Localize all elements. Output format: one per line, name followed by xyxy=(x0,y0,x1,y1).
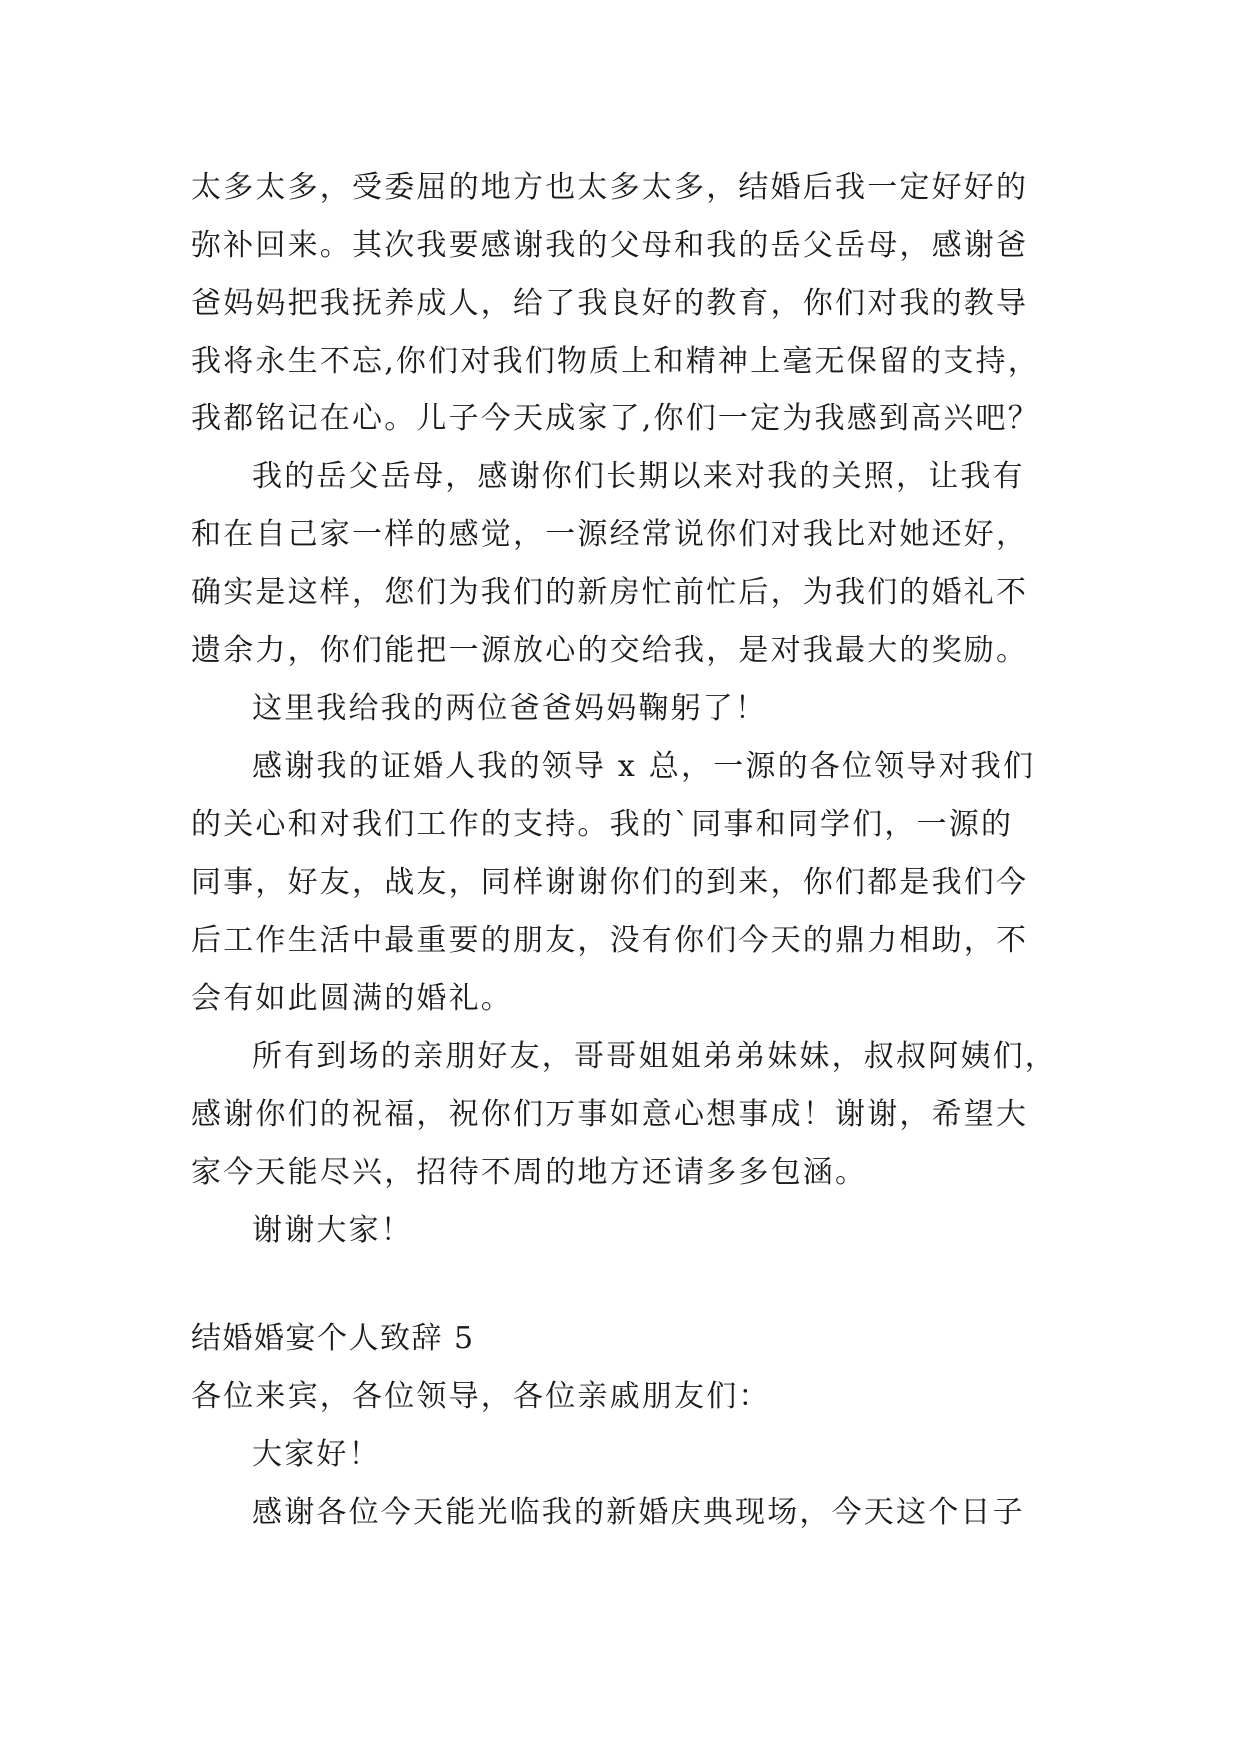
text-line: 同事，好友，战友，同样谢谢你们的到来，你们都是我们今 xyxy=(191,865,1029,900)
greeting-line: 大家好！ xyxy=(252,1437,381,1472)
text-line: 后工作生活中最重要的朋友，没有你们今天的鼎力相助，不 xyxy=(191,923,1029,958)
text-line: 我将永生不忘,你们对我们物质上和精神上毫无保留的支持， xyxy=(191,344,1040,379)
text-line: 的关心和对我们工作的支持。我的`同事和同学们，一源的 xyxy=(191,807,1014,842)
salutation-line: 各位来宾，各位领导，各位亲戚朋友们： xyxy=(191,1379,771,1414)
paragraph-first-line: 谢谢大家！ xyxy=(252,1213,413,1248)
text-line: 太多太多，受委屈的地方也太多太多，结婚后我一定好好的 xyxy=(191,170,1029,205)
text-line: 我都铭记在心。儿子今天成家了,你们一定为我感到高兴吧？ xyxy=(191,401,1040,436)
text-line: 遗余力，你们能把一源放心的交给我，是对我最大的奖励。 xyxy=(191,633,1029,668)
paragraph-first-line: 这里我给我的两位爸爸妈妈鞠躬了！ xyxy=(252,691,768,726)
paragraph-first-line: 所有到场的亲朋好友，哥哥姐姐弟弟妹妹，叔叔阿姨们， xyxy=(252,1039,1057,1074)
text-line: 感谢你们的祝福，祝你们万事如意心想事成！谢谢，希望大 xyxy=(191,1097,1029,1132)
text-line: 家今天能尽兴，招待不周的地方还请多多包涵。 xyxy=(191,1155,868,1190)
text-line: 弥补回来。其次我要感谢我的父母和我的岳父岳母，感谢爸 xyxy=(191,228,1029,263)
paragraph-first-line: 我的岳父岳母，感谢你们长期以来对我的关照，让我有 xyxy=(252,459,1025,494)
text-line: 爸妈妈把我抚养成人，给了我良好的教育，你们对我的教导 xyxy=(191,286,1029,321)
text-line: 会有如此圆满的婚礼。 xyxy=(191,981,513,1016)
paragraph-first-line: 感谢我的证婚人我的领导 x 总，一源的各位领导对我们 xyxy=(252,749,1036,784)
paragraph-first-line: 感谢各位今天能光临我的新婚庆典现场，今天这个日子 xyxy=(252,1495,1025,1530)
text-line: 确实是这样，您们为我们的新房忙前忙后，为我们的婚礼不 xyxy=(191,575,1029,610)
section-heading: 结婚婚宴个人致辞 5 xyxy=(191,1321,475,1356)
text-line: 和在自己家一样的感觉，一源经常说你们对我比对她还好， xyxy=(191,517,1029,552)
